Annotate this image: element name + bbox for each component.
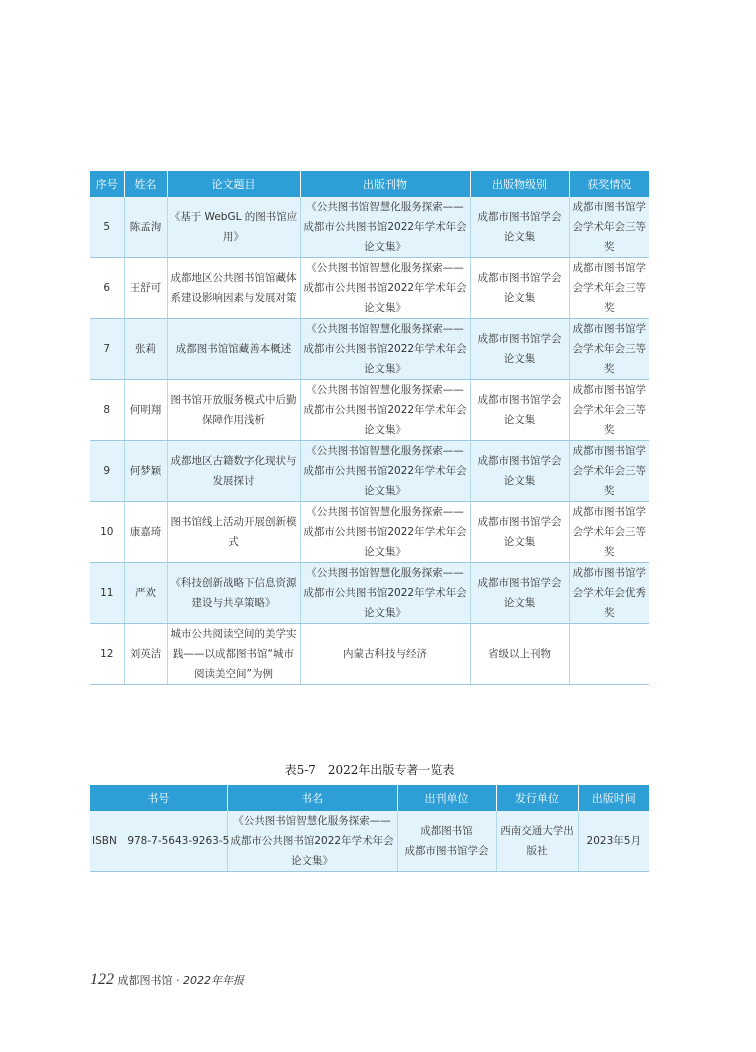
cell-name: 王舒可: [124, 258, 167, 319]
cell-name: 何梦颖: [124, 441, 167, 502]
cell-name: 何明翔: [124, 380, 167, 441]
cell-no: 12: [90, 624, 124, 685]
cell-publication: 《公共图书馆智慧化服务探索——成都市公共图书馆2022年学术年会论文集》: [300, 502, 470, 563]
cell-title: 《基于 WebGL 的图书馆应用》: [167, 197, 300, 258]
books-table-caption: 表5-7 2022年出版专著一览表: [284, 763, 455, 777]
cell-level: 成都市图书馆学会论文集: [470, 441, 569, 502]
cell-publication: 《公共图书馆智慧化服务探索——成都市公共图书馆2022年学术年会论文集》: [300, 258, 470, 319]
table-row: [90, 563, 649, 624]
footer-separator: ·: [176, 974, 180, 987]
awards-header-row: [90, 171, 649, 197]
books-table: [90, 785, 649, 872]
cell-award: 成都市图书馆学会学术年会三等奖: [569, 258, 649, 319]
header-distributor: 发行单位: [496, 785, 578, 811]
cell-title: 城市公共阅读空间的美学实践——以成都图书馆“城市阅读美空间”为例: [167, 624, 300, 685]
header-book-title: 书名: [227, 785, 397, 811]
page-footer: [90, 971, 244, 989]
cell-level: 成都市图书馆学会论文集: [470, 197, 569, 258]
footer-org: 成都图书馆: [117, 974, 173, 987]
cell-no: 8: [90, 380, 124, 441]
cell-title: 《科技创新战略下信息资源建设与共享策略》: [167, 563, 300, 624]
table-row: [90, 811, 649, 872]
cell-no: 6: [90, 258, 124, 319]
cell-level: 成都市图书馆学会论文集: [470, 380, 569, 441]
cell-level: 成都市图书馆学会论文集: [470, 319, 569, 380]
table-row: [90, 380, 649, 441]
header-name: 姓名: [124, 171, 167, 197]
cell-award: 成都市图书馆学会学术年会三等奖: [569, 197, 649, 258]
cell-publication: 内蒙古科技与经济: [300, 624, 470, 685]
header-award: 获奖情况: [569, 171, 649, 197]
cell-no: 11: [90, 563, 124, 624]
table-row: [90, 441, 649, 502]
books-header-row: [90, 785, 649, 811]
table-row: [90, 258, 649, 319]
table-row: [90, 319, 649, 380]
table-row: [90, 502, 649, 563]
header-isbn: 书号: [90, 785, 227, 811]
cell-no: 10: [90, 502, 124, 563]
cell-name: 张莉: [124, 319, 167, 380]
cell-award: 成都市图书馆学会学术年会三等奖: [569, 319, 649, 380]
header-no: 序号: [90, 171, 124, 197]
header-publication: 出版刊物: [300, 171, 470, 197]
cell-pub-date: 2023年5月: [578, 811, 649, 872]
cell-level: 成都市图书馆学会论文集: [470, 563, 569, 624]
cell-publication: 《公共图书馆智慧化服务探索——成都市公共图书馆2022年学术年会论文集》: [300, 319, 470, 380]
header-title: 论文题目: [167, 171, 300, 197]
cell-publication: 《公共图书馆智慧化服务探索——成都市公共图书馆2022年学术年会论文集》: [300, 197, 470, 258]
awards-table: [90, 171, 649, 685]
cell-title: 图书馆线上活动开展创新模式: [167, 502, 300, 563]
cell-name: 严欢: [124, 563, 167, 624]
cell-no: 5: [90, 197, 124, 258]
table-row: [90, 624, 649, 685]
cell-level: 成都市图书馆学会论文集: [470, 258, 569, 319]
cell-award: [569, 624, 649, 685]
footer-issue: 2022年年报: [183, 974, 244, 987]
cell-isbn: ISBN 978-7-5643-9263-5: [90, 811, 227, 872]
cell-publication: 《公共图书馆智慧化服务探索——成都市公共图书馆2022年学术年会论文集》: [300, 563, 470, 624]
cell-title: 成都图书馆馆藏善本概述: [167, 319, 300, 380]
cell-title: 成都地区公共图书馆馆藏体系建设影响因素与发展对策: [167, 258, 300, 319]
table-row: [90, 197, 649, 258]
cell-title: 成都地区古籍数字化现状与发展探讨: [167, 441, 300, 502]
cell-name: 刘英洁: [124, 624, 167, 685]
cell-distributor: 西南交通大学出版社: [496, 811, 578, 872]
cell-no: 7: [90, 319, 124, 380]
cell-name: 康嘉琦: [124, 502, 167, 563]
cell-no: 9: [90, 441, 124, 502]
cell-name: 陈孟洵: [124, 197, 167, 258]
cell-award: 成都市图书馆学会学术年会三等奖: [569, 380, 649, 441]
header-level: 出版物级别: [470, 171, 569, 197]
cell-title: 图书馆开放服务模式中后勤保障作用浅析: [167, 380, 300, 441]
page-number: 122: [90, 971, 114, 988]
header-publisher-unit: 出刊单位: [397, 785, 496, 811]
cell-publication: 《公共图书馆智慧化服务探索——成都市公共图书馆2022年学术年会论文集》: [300, 441, 470, 502]
cell-award: 成都市图书馆学会学术年会优秀奖: [569, 563, 649, 624]
cell-level: 省级以上刊物: [470, 624, 569, 685]
header-pub-date: 出版时间: [578, 785, 649, 811]
cell-award: 成都市图书馆学会学术年会三等奖: [569, 502, 649, 563]
cell-book-title: 《公共图书馆智慧化服务探索——成都市公共图书馆2022年学术年会论文集》: [227, 811, 397, 872]
cell-publication: 《公共图书馆智慧化服务探索——成都市公共图书馆2022年学术年会论文集》: [300, 380, 470, 441]
cell-publisher-unit: 成都图书馆 成都市图书馆学会: [397, 811, 496, 872]
cell-level: 成都市图书馆学会论文集: [470, 502, 569, 563]
cell-award: 成都市图书馆学会学术年会三等奖: [569, 441, 649, 502]
